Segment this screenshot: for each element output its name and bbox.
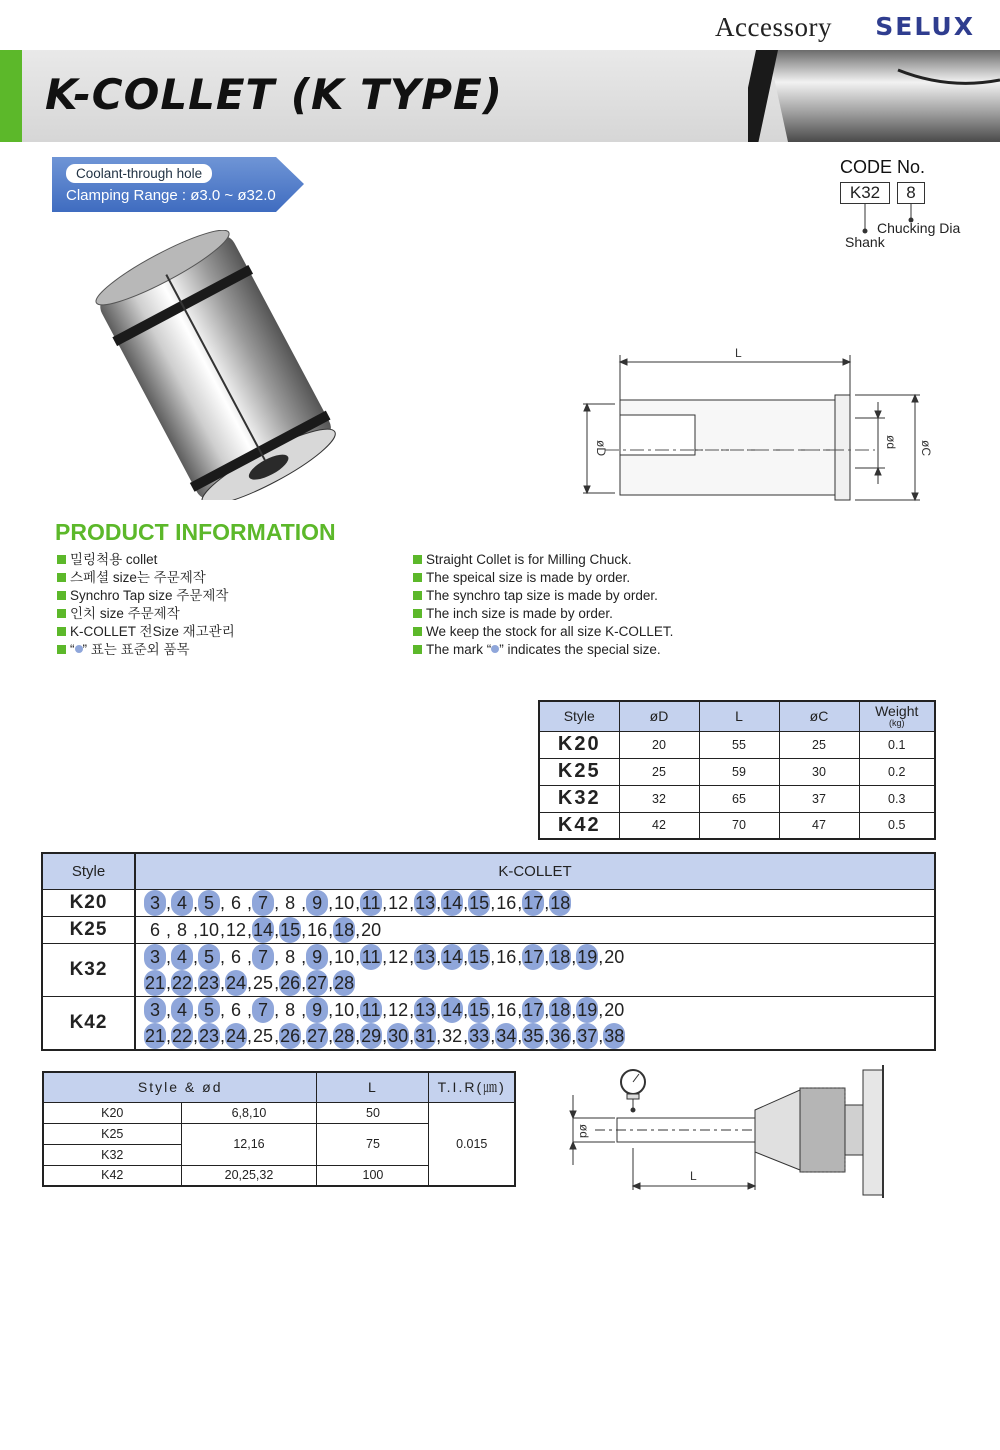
dim-C: øC [919, 440, 933, 456]
info-item-en: The speical size is made by order. [413, 569, 673, 587]
spec-table [538, 700, 936, 840]
tir-table [42, 1071, 516, 1187]
standard-size: 20 [604, 946, 625, 967]
tir-dim-L: L [690, 1169, 697, 1183]
special-size: 23 [198, 970, 220, 996]
special-size: 36 [549, 1023, 571, 1049]
table-row: K25 25 59 30 0.2 [539, 758, 935, 785]
special-size: 4 [171, 944, 193, 970]
info-item-en: The synchro tap size is made by order. [413, 587, 673, 605]
special-size: 17 [522, 944, 544, 970]
special-size: 5 [198, 944, 220, 970]
standard-size: 25 [253, 1025, 274, 1046]
kc-values [135, 943, 935, 996]
kc-size-line: 3 ,4 ,5 ,6 ,7 ,8 ,9 ,10,11,12,13,14,15,16,17,18,19,20 [144, 997, 934, 1023]
kc-size-line: 3 ,4 ,5 ,6 ,7 ,8 ,9 ,10,11,12,13,14,15,16,17,18,19,20 [144, 944, 934, 970]
special-size: 15 [468, 944, 490, 970]
dim-L: L [735, 346, 742, 360]
info-item-ko: 스페셜 size는 주문제작 [57, 569, 235, 587]
special-size: 18 [549, 890, 571, 916]
special-size: 24 [225, 970, 247, 996]
kc-size-line: 6 ,8 ,10,12,14,15,16,18,20 [144, 917, 934, 943]
table-row: K20 6,8,10 50 0.015 [43, 1102, 515, 1123]
kc-values [135, 916, 935, 943]
special-size: 17 [522, 890, 544, 916]
page-title: K-COLLET (K TYPE) [45, 70, 503, 119]
special-size: 21 [144, 1023, 166, 1049]
special-size: 19 [576, 944, 598, 970]
table-row: K32 [43, 1144, 515, 1165]
table-row: K42 3 ,4 ,5 ,6 ,7 ,8 ,9 ,10,11,12,13,14,15,16,17,18,19,20 21,22,23,24,25,26,27,28,29,30,31,32,33,34,35,36,37,38 [42, 996, 935, 1050]
special-size: 33 [468, 1023, 490, 1049]
special-size: 28 [333, 1023, 355, 1049]
table-row: K42 20,25,32 100 [43, 1165, 515, 1186]
kc-header-style: Style [42, 853, 135, 889]
special-size: 5 [198, 890, 220, 916]
kc-values [135, 889, 935, 916]
special-size: 17 [522, 997, 544, 1023]
standard-size: 6 [231, 892, 242, 913]
shank-label: Shank [845, 234, 885, 250]
special-size: 22 [171, 1023, 193, 1049]
special-size: 14 [441, 890, 463, 916]
table-row: K42 42 70 47 0.5 [539, 812, 935, 839]
special-size: 3 [144, 890, 166, 916]
special-size: 11 [360, 890, 382, 916]
standard-size: 8 [285, 946, 296, 967]
special-size: 14 [441, 944, 463, 970]
code-title: CODE No. [840, 157, 926, 177]
special-size: 14 [441, 997, 463, 1023]
tir-measurement-drawing [555, 1060, 915, 1200]
standard-size: 10 [334, 892, 355, 913]
special-size: 7 [252, 944, 274, 970]
english-info-list [413, 551, 673, 659]
brand-logo: SELUX [875, 12, 975, 41]
collet-photo [70, 230, 370, 500]
special-size: 7 [252, 890, 274, 916]
special-size: 13 [414, 944, 436, 970]
spec-header-c: øC [779, 701, 859, 731]
special-size: 37 [576, 1023, 598, 1049]
special-size: 18 [549, 997, 571, 1023]
kc-size-line: 21,22,23,24,25,26,27,28,29,30,31,32,33,34,35,36,37,38 [144, 1023, 934, 1049]
dia-code-box: 8 [897, 182, 925, 204]
standard-size: 12 [388, 999, 409, 1020]
special-size: 13 [414, 890, 436, 916]
special-size: 3 [144, 944, 166, 970]
info-item-en: We keep the stock for all size K-COLLET. [413, 623, 673, 641]
standard-size: 6 [231, 946, 242, 967]
standard-size: 8 [177, 919, 188, 940]
shank-code-box: K32 [840, 182, 890, 204]
table-row: K20 20 55 25 0.1 [539, 731, 935, 758]
header-collet-image [748, 50, 1000, 142]
special-size: 28 [333, 970, 355, 996]
tir-header-style: Style & ød [43, 1072, 317, 1102]
standard-size: 6 [231, 999, 242, 1020]
special-size: 4 [171, 890, 193, 916]
special-size: 34 [495, 1023, 517, 1049]
special-size: 5 [198, 997, 220, 1023]
clamping-range: Clamping Range : ø3.0 ~ ø32.0 [66, 187, 276, 204]
standard-size: 8 [285, 892, 296, 913]
standard-size: 16 [496, 892, 517, 913]
standard-size: 20 [604, 999, 625, 1020]
green-tab [0, 50, 22, 142]
spec-header-style: Style [539, 701, 619, 731]
standard-size: 6 [149, 919, 160, 940]
coolant-tag: Coolant-through hole [66, 164, 212, 183]
special-size: 30 [387, 1023, 409, 1049]
dim-d: ød [884, 435, 898, 450]
standard-size: 16 [496, 999, 517, 1020]
special-size: 14 [252, 917, 274, 943]
tir-dim-d: ød [577, 1124, 591, 1139]
kc-values [135, 996, 935, 1050]
info-item-ko: “ ” 표는 표준외 품목 [57, 641, 235, 659]
table-row: K25 12,16 75 [43, 1123, 515, 1144]
info-item-en: Straight Collet is for Milling Chuck. [413, 551, 673, 569]
category-label: Accessory [715, 12, 832, 42]
special-size: 7 [252, 997, 274, 1023]
standard-size: 10 [334, 946, 355, 967]
kc-size-line: 3 ,4 ,5 ,6 ,7 ,8 ,9 ,10,11,12,13,14,15,16,17,18 [144, 890, 934, 916]
collet-dimension-drawing [575, 340, 935, 510]
info-item-ko: Synchro Tap size 주문제작 [57, 587, 235, 605]
special-size: 13 [414, 997, 436, 1023]
table-row: K20 3 ,4 ,5 ,6 ,7 ,8 ,9 ,10,11,12,13,14,15,16,17,18 [42, 889, 935, 916]
info-item-ko: K-COLLET 전Size 재고관리 [57, 623, 235, 641]
special-size: 38 [603, 1023, 625, 1049]
spec-header-weight: Weight (kg) [859, 701, 935, 731]
special-dot-icon [491, 645, 499, 653]
standard-size: 8 [285, 999, 296, 1020]
info-item-ko: 인치 size 주문제작 [57, 605, 235, 623]
standard-size: 12 [226, 919, 247, 940]
standard-size: 20 [361, 919, 382, 940]
table-row: K32 32 65 37 0.3 [539, 785, 935, 812]
kc-size-line: 21,22,23,24,25,26,27,28 [144, 970, 934, 996]
tir-header-tir: T.I.R(㎛) [429, 1072, 515, 1102]
table-row: K32 3 ,4 ,5 ,6 ,7 ,8 ,9 ,10,11,12,13,14,15,16,17,18,19,20 21,22,23,24,25,26,27,28 [42, 943, 935, 996]
special-size: 23 [198, 1023, 220, 1049]
info-item-en: The inch size is made by order. [413, 605, 673, 623]
special-size: 27 [306, 970, 328, 996]
special-size: 29 [360, 1023, 382, 1049]
special-size: 21 [144, 970, 166, 996]
standard-size: 12 [388, 946, 409, 967]
special-size: 35 [522, 1023, 544, 1049]
special-size: 9 [306, 890, 328, 916]
special-size: 19 [576, 997, 598, 1023]
tir-header-l: L [317, 1072, 429, 1102]
standard-size: 16 [496, 946, 517, 967]
table-row: K25 6 ,8 ,10,12,14,15,16,18,20 [42, 916, 935, 943]
special-size: 15 [468, 997, 490, 1023]
special-size: 4 [171, 997, 193, 1023]
chucking-dia-label: Chucking Dia [877, 220, 961, 236]
standard-size: 10 [334, 999, 355, 1020]
korean-info-list [57, 551, 235, 659]
spec-header-d: øD [619, 701, 699, 731]
special-size: 3 [144, 997, 166, 1023]
product-info-title: PRODUCT INFORMATION [55, 519, 336, 545]
dim-D: øD [594, 440, 608, 456]
special-dot-icon [75, 645, 83, 653]
spec-header-l: L [699, 701, 779, 731]
info-item-en: The mark “ ” indicates the special size. [413, 641, 673, 659]
special-size: 18 [333, 917, 355, 943]
info-item-ko: 밀링척용 collet [57, 551, 235, 569]
special-size: 24 [225, 1023, 247, 1049]
special-size: 11 [360, 944, 382, 970]
special-size: 27 [306, 1023, 328, 1049]
special-size: 22 [171, 970, 193, 996]
special-size: 9 [306, 997, 328, 1023]
special-size: 15 [468, 890, 490, 916]
standard-size: 10 [199, 919, 220, 940]
special-size: 15 [279, 917, 301, 943]
special-size: 11 [360, 997, 382, 1023]
standard-size: 25 [253, 972, 274, 993]
standard-size: 32 [442, 1025, 463, 1046]
standard-size: 12 [388, 892, 409, 913]
tir-value: 0.015 [429, 1102, 515, 1186]
standard-size: 16 [307, 919, 328, 940]
special-size: 31 [414, 1023, 436, 1049]
special-size: 26 [279, 1023, 301, 1049]
special-size: 9 [306, 944, 328, 970]
special-size: 26 [279, 970, 301, 996]
kcollet-size-table [41, 852, 936, 1051]
top-bar [0, 0, 1000, 50]
kc-header-sizes: K-COLLET [135, 853, 935, 889]
special-size: 18 [549, 944, 571, 970]
